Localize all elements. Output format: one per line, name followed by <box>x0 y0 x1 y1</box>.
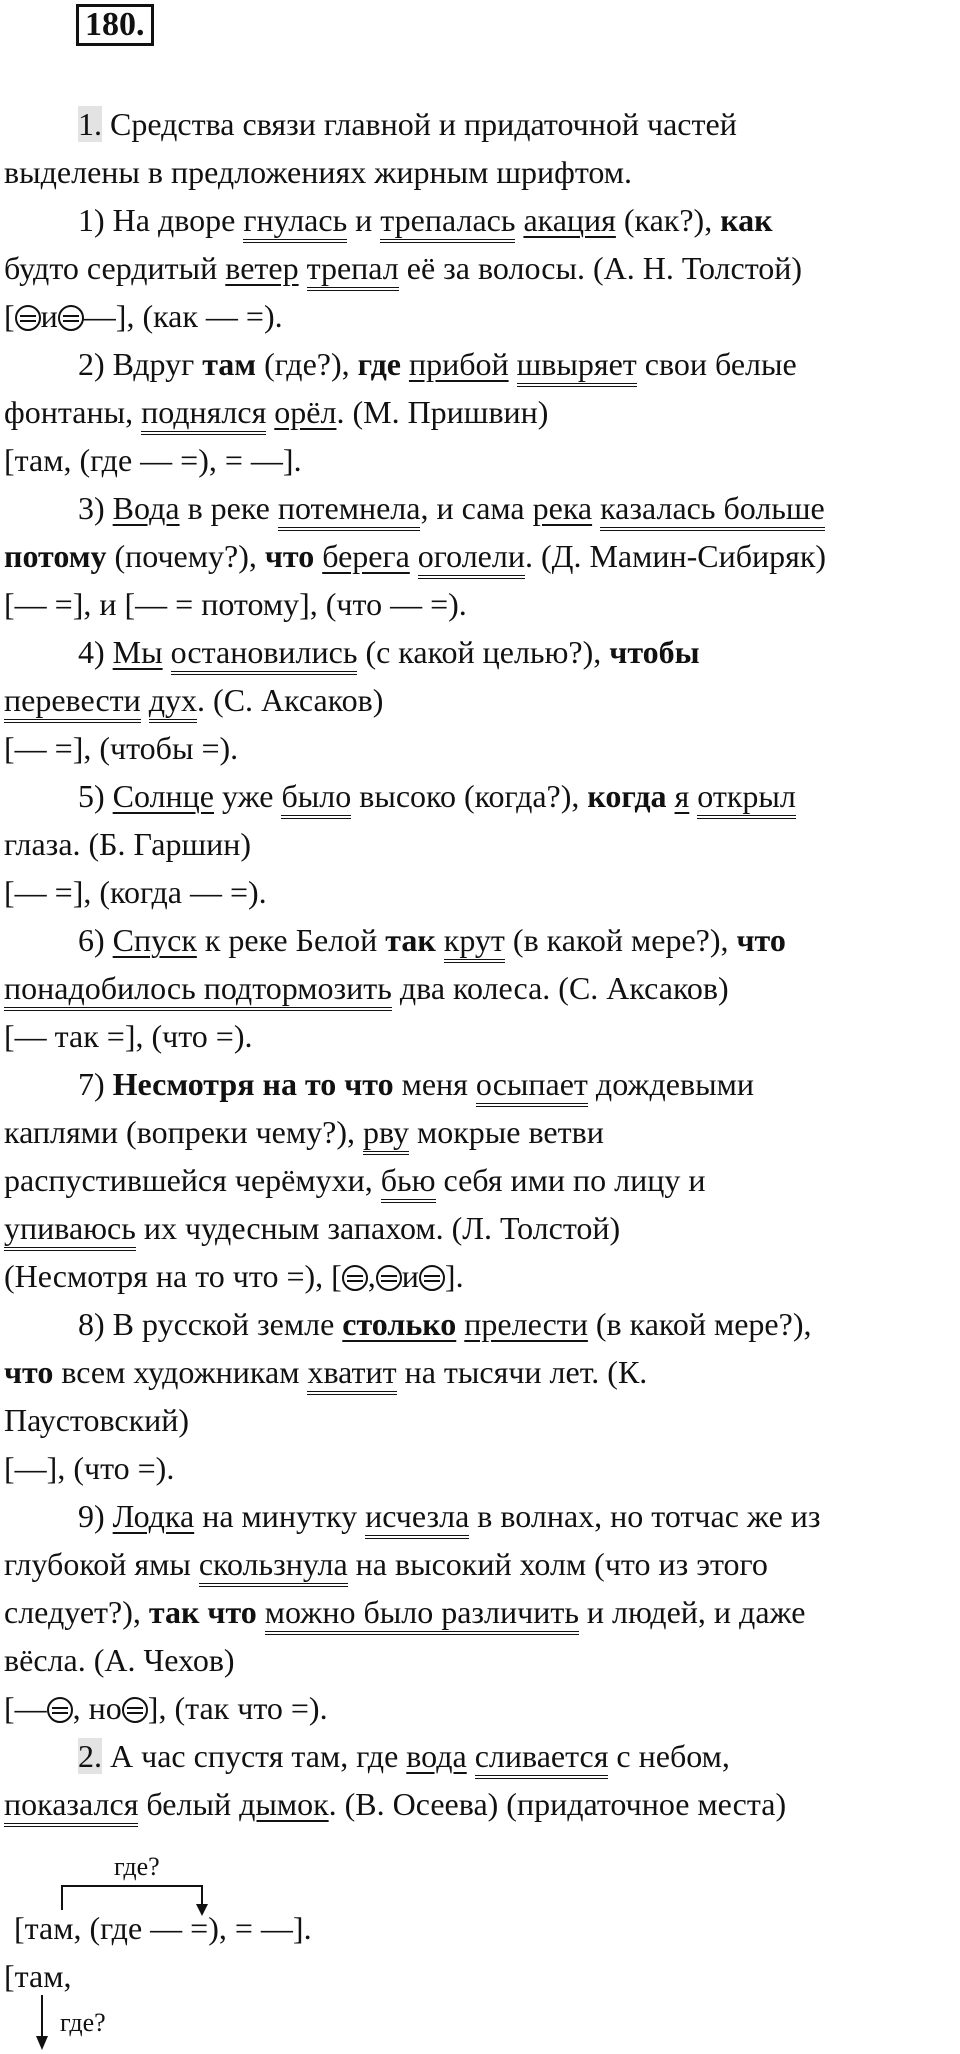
part2-line: 2. А час спустя там, где вода сливается с небом, <box>78 1736 730 1776</box>
predicate: гнулась <box>243 202 347 243</box>
conjunction: чтобы <box>609 634 700 670</box>
part2-line: показался белый дымок. (В. Осеева) (придаточное места) <box>4 1784 786 1824</box>
question-arrows <box>4 0 960 2054</box>
sentence-7-scheme: (Несмотря на то что =), [ , и ]. <box>4 1258 464 1294</box>
sentence-5-line: глаза. (Б. Гаршин) <box>4 826 251 862</box>
subject: Лодка <box>112 1498 195 1534</box>
sentence-4-line: 4) Мы остановились (с какой целью?), чтобы <box>78 632 700 672</box>
sentence-3-scheme: [— =], и [— = потому], (что — =). <box>4 586 467 622</box>
predicate: потемнела <box>278 490 421 531</box>
sentence-7-line: распустившейся черёмухи, бью себя ими по лицу и <box>4 1160 705 1200</box>
subject: прибой <box>408 346 509 382</box>
predicate: трепалась <box>380 202 515 243</box>
subject: Спуск <box>112 922 197 958</box>
subject: акация <box>523 202 616 238</box>
part2-marker: 2. <box>78 1738 102 1774</box>
conjunction: когда <box>587 778 667 814</box>
vertical-scheme-question: где? <box>60 2008 106 2037</box>
sentence-8-scheme: [—], (что =). <box>4 1450 175 1486</box>
sentence-8-line: что всем художникам хватит на тысячи лет. (К. <box>4 1352 647 1392</box>
sentence-6-scheme: [— так =], (что =). <box>4 1018 253 1054</box>
sentence-2-line: 2) Вдруг там (где?), где прибой швыряет свои белые <box>78 344 797 384</box>
vertical-scheme-main: [там, <box>4 1958 72 1994</box>
conjunction: что <box>4 1354 54 1390</box>
subject: ветер <box>225 250 299 286</box>
demonstrative-word: потому <box>4 538 107 574</box>
sentence-8-line: Паустовский) <box>4 1402 190 1438</box>
sentence-7-line: 7) Несмотря на то что меня осыпает дождевыми <box>78 1064 754 1104</box>
demonstrative-word: столько <box>342 1306 457 1342</box>
conjunction: что <box>736 922 786 958</box>
predicate: трепал <box>307 250 399 291</box>
conjunction: Несмотря на то что <box>112 1066 394 1102</box>
predicate: дух <box>149 682 197 723</box>
predicate: оголели <box>418 538 525 579</box>
subject: я <box>674 778 690 814</box>
predicate: осыпает <box>476 1066 588 1107</box>
sentence-2-line: фонтаны, поднялся орёл. (М. Пришвин) <box>4 392 548 432</box>
sentence-6-line: понадобилось подтормозить два колеса. (С. Аксаков) <box>4 968 729 1008</box>
predicate: перевести <box>4 682 141 723</box>
subject: Солнце <box>112 778 214 814</box>
conjunction: что <box>264 538 315 574</box>
sentence-4-line: перевести дух. (С. Аксаков) <box>4 680 383 720</box>
predicate: остановились <box>171 634 358 675</box>
scheme-question: где? <box>114 1852 160 1881</box>
subject: орёл <box>274 394 337 430</box>
sentence-5-line: 5) Солнце уже было высоко (когда?), когда я открыл <box>78 776 796 816</box>
sentence-3-line: 3) Вода в реке потемнела, и сама река казалась больше <box>78 488 825 528</box>
predicate: сливается <box>475 1738 609 1779</box>
sentence-4-scheme: [— =], (чтобы =). <box>4 730 239 766</box>
predicate: казалась больше <box>600 490 825 531</box>
sentence-7-line: упиваюсь их чудесным запахом. (Л. Толстой) <box>4 1208 620 1248</box>
task-number: 180. <box>76 4 154 46</box>
conjunction: как <box>720 202 773 238</box>
subject: река <box>532 490 593 526</box>
part1-marker: 1. <box>78 106 102 142</box>
subject: берега <box>322 538 410 574</box>
sentence-9-line: вёсла. (А. Чехов) <box>4 1642 235 1678</box>
predicate: было <box>281 778 351 819</box>
predicate: швыряет <box>517 346 637 387</box>
predicate: крут <box>444 922 505 963</box>
demonstrative-word: там <box>202 346 257 382</box>
sentence-5-scheme: [— =], (когда — =). <box>4 874 267 910</box>
predicate: поднялся <box>141 394 266 435</box>
predicate: рву <box>363 1114 409 1155</box>
sentence-7-line: каплями (вопреки чему?), рву мокрые ветви <box>4 1112 604 1152</box>
predicate: понадобилось подтормозить <box>4 970 392 1011</box>
subject: вода <box>406 1738 467 1774</box>
demonstrative-word: так <box>385 922 436 958</box>
predicate: открыл <box>697 778 796 819</box>
sentence-8-line: 8) В русской земле столько прелести (в какой мере?), <box>78 1306 812 1342</box>
sentence-6-line: 6) Спуск к реке Белой так крут (в какой мере?), что <box>78 920 786 960</box>
part2-scheme: [там, (где — =), = —]. <box>14 1910 312 1946</box>
predicate: скользнула <box>199 1546 348 1587</box>
sentence-1-line: будто сердитый ветер трепал её за волосы. (А. Н. Толстой) <box>4 248 802 288</box>
sentence-9-line: 9) Лодка на минутку исчезла в волнах, но тотчас же из <box>78 1496 821 1536</box>
conjunction: так что <box>148 1594 257 1630</box>
predicate: показался <box>4 1786 138 1827</box>
subject: дымок <box>239 1786 329 1822</box>
sentence-1-scheme: [ и —], (как — =). <box>4 298 283 334</box>
part1-intro-line: 1. Средства связи главной и придаточной частей <box>78 106 737 142</box>
part1-intro-line: выделены в предложениях жирным шрифтом. <box>4 154 633 190</box>
sentence-9-line: глубокой ямы скользнула на высокий холм (что из этого <box>4 1544 768 1584</box>
sentence-9-scheme: [— , но ], (так что =). <box>4 1690 328 1726</box>
subject: прелести <box>464 1306 588 1342</box>
predicate: бью <box>381 1162 436 1203</box>
sentence-3-line: потому (почему?), что берега оголели. (Д. Мамин-Сибиряк) <box>4 536 826 576</box>
sentence-9-line: следует?), так что можно было различить и людей, и даже <box>4 1592 805 1632</box>
predicate: исчезла <box>365 1498 469 1539</box>
sentence-2-scheme: [там, (где — =), = —]. <box>4 442 302 478</box>
predicate: можно было различить <box>265 1594 579 1635</box>
sentence-1-line: 1) На дворе гнулась и трепалась акация (как?), как <box>78 200 773 240</box>
predicate: упиваюсь <box>4 1210 136 1251</box>
subject: Вода <box>112 490 180 526</box>
predicate: хватит <box>307 1354 396 1395</box>
conjunctive-word: где <box>357 346 401 382</box>
subject: Мы <box>112 634 163 670</box>
